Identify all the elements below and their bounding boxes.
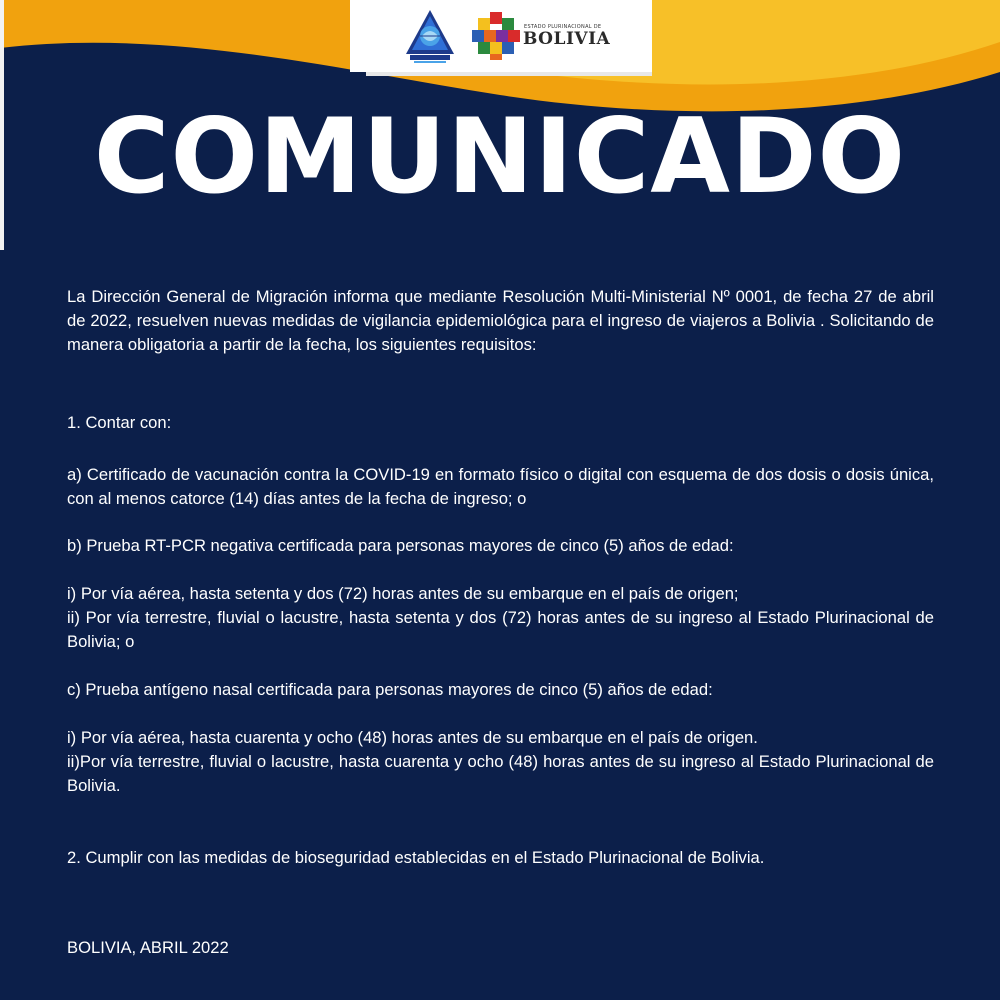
requirement-c: c) Prueba antígeno nasal certificada para personas mayores de cinco (5) años de edad: [67, 680, 713, 699]
bolivia-logo-caption-small: ESTADO PLURINACIONAL DE [524, 24, 602, 30]
requirement-b: b) Prueba RT-PCR negativa certificada para personas mayores de cinco (5) años de edad: [67, 536, 734, 555]
bolivia-logo-caption: BOLIVIA [523, 29, 611, 49]
requirement-1: 1. Contar con: [67, 413, 172, 432]
requirement-2: 2. Cumplir con las medidas de bioseguridad establecidas en el Estado Plurinacional de Bolivia. [67, 848, 765, 867]
logo-card-shadow [366, 72, 652, 76]
announcement-body [67, 285, 934, 870]
page-title: COMUNICADO [93, 97, 907, 217]
requirement-b-i: i) Por vía aérea, hasta setenta y dos (72) horas antes de su embarque en el país de origen; [67, 584, 739, 603]
date-line: BOLIVIA, ABRIL 2022 [67, 938, 229, 957]
requirement-c-i: i) Por vía aérea, hasta cuarenta y ocho (48) horas antes de su embarque en el país de origen. [67, 728, 758, 747]
bolivia-emblem-icon [472, 12, 520, 60]
requirement-c-ii: ii)Por vía terrestre, fluvial o lacustre, hasta cuarenta y ocho (48) horas antes de su ingreso al Estado Plurinacional de Bolivia. [67, 752, 934, 795]
requirement-b-ii: ii) Por vía terrestre, fluvial o lacustre, hasta setenta y dos (72) horas antes de su ingreso al Estado Plurinacional de Bolivia; o [67, 608, 934, 651]
requirement-a: a) Certificado de vacunación contra la COVID-19 en formato físico o digital con esquema de dos dosis o dosis única, con al menos catorce (14) días antes de la fecha de ingreso; o [67, 465, 934, 508]
digemig-logo-icon [404, 8, 456, 64]
intro-paragraph: La Dirección General de Migración informa que mediante Resolución Multi-Ministerial Nº 0001, de fecha 27 de abril de 2022, resuelven nuevas medidas de vigilancia epidemiológica para el ingreso de viajeros a Bolivia . Solicitando de manera obligatoria a partir de la fecha, los siguientes requisitos: [67, 287, 934, 354]
